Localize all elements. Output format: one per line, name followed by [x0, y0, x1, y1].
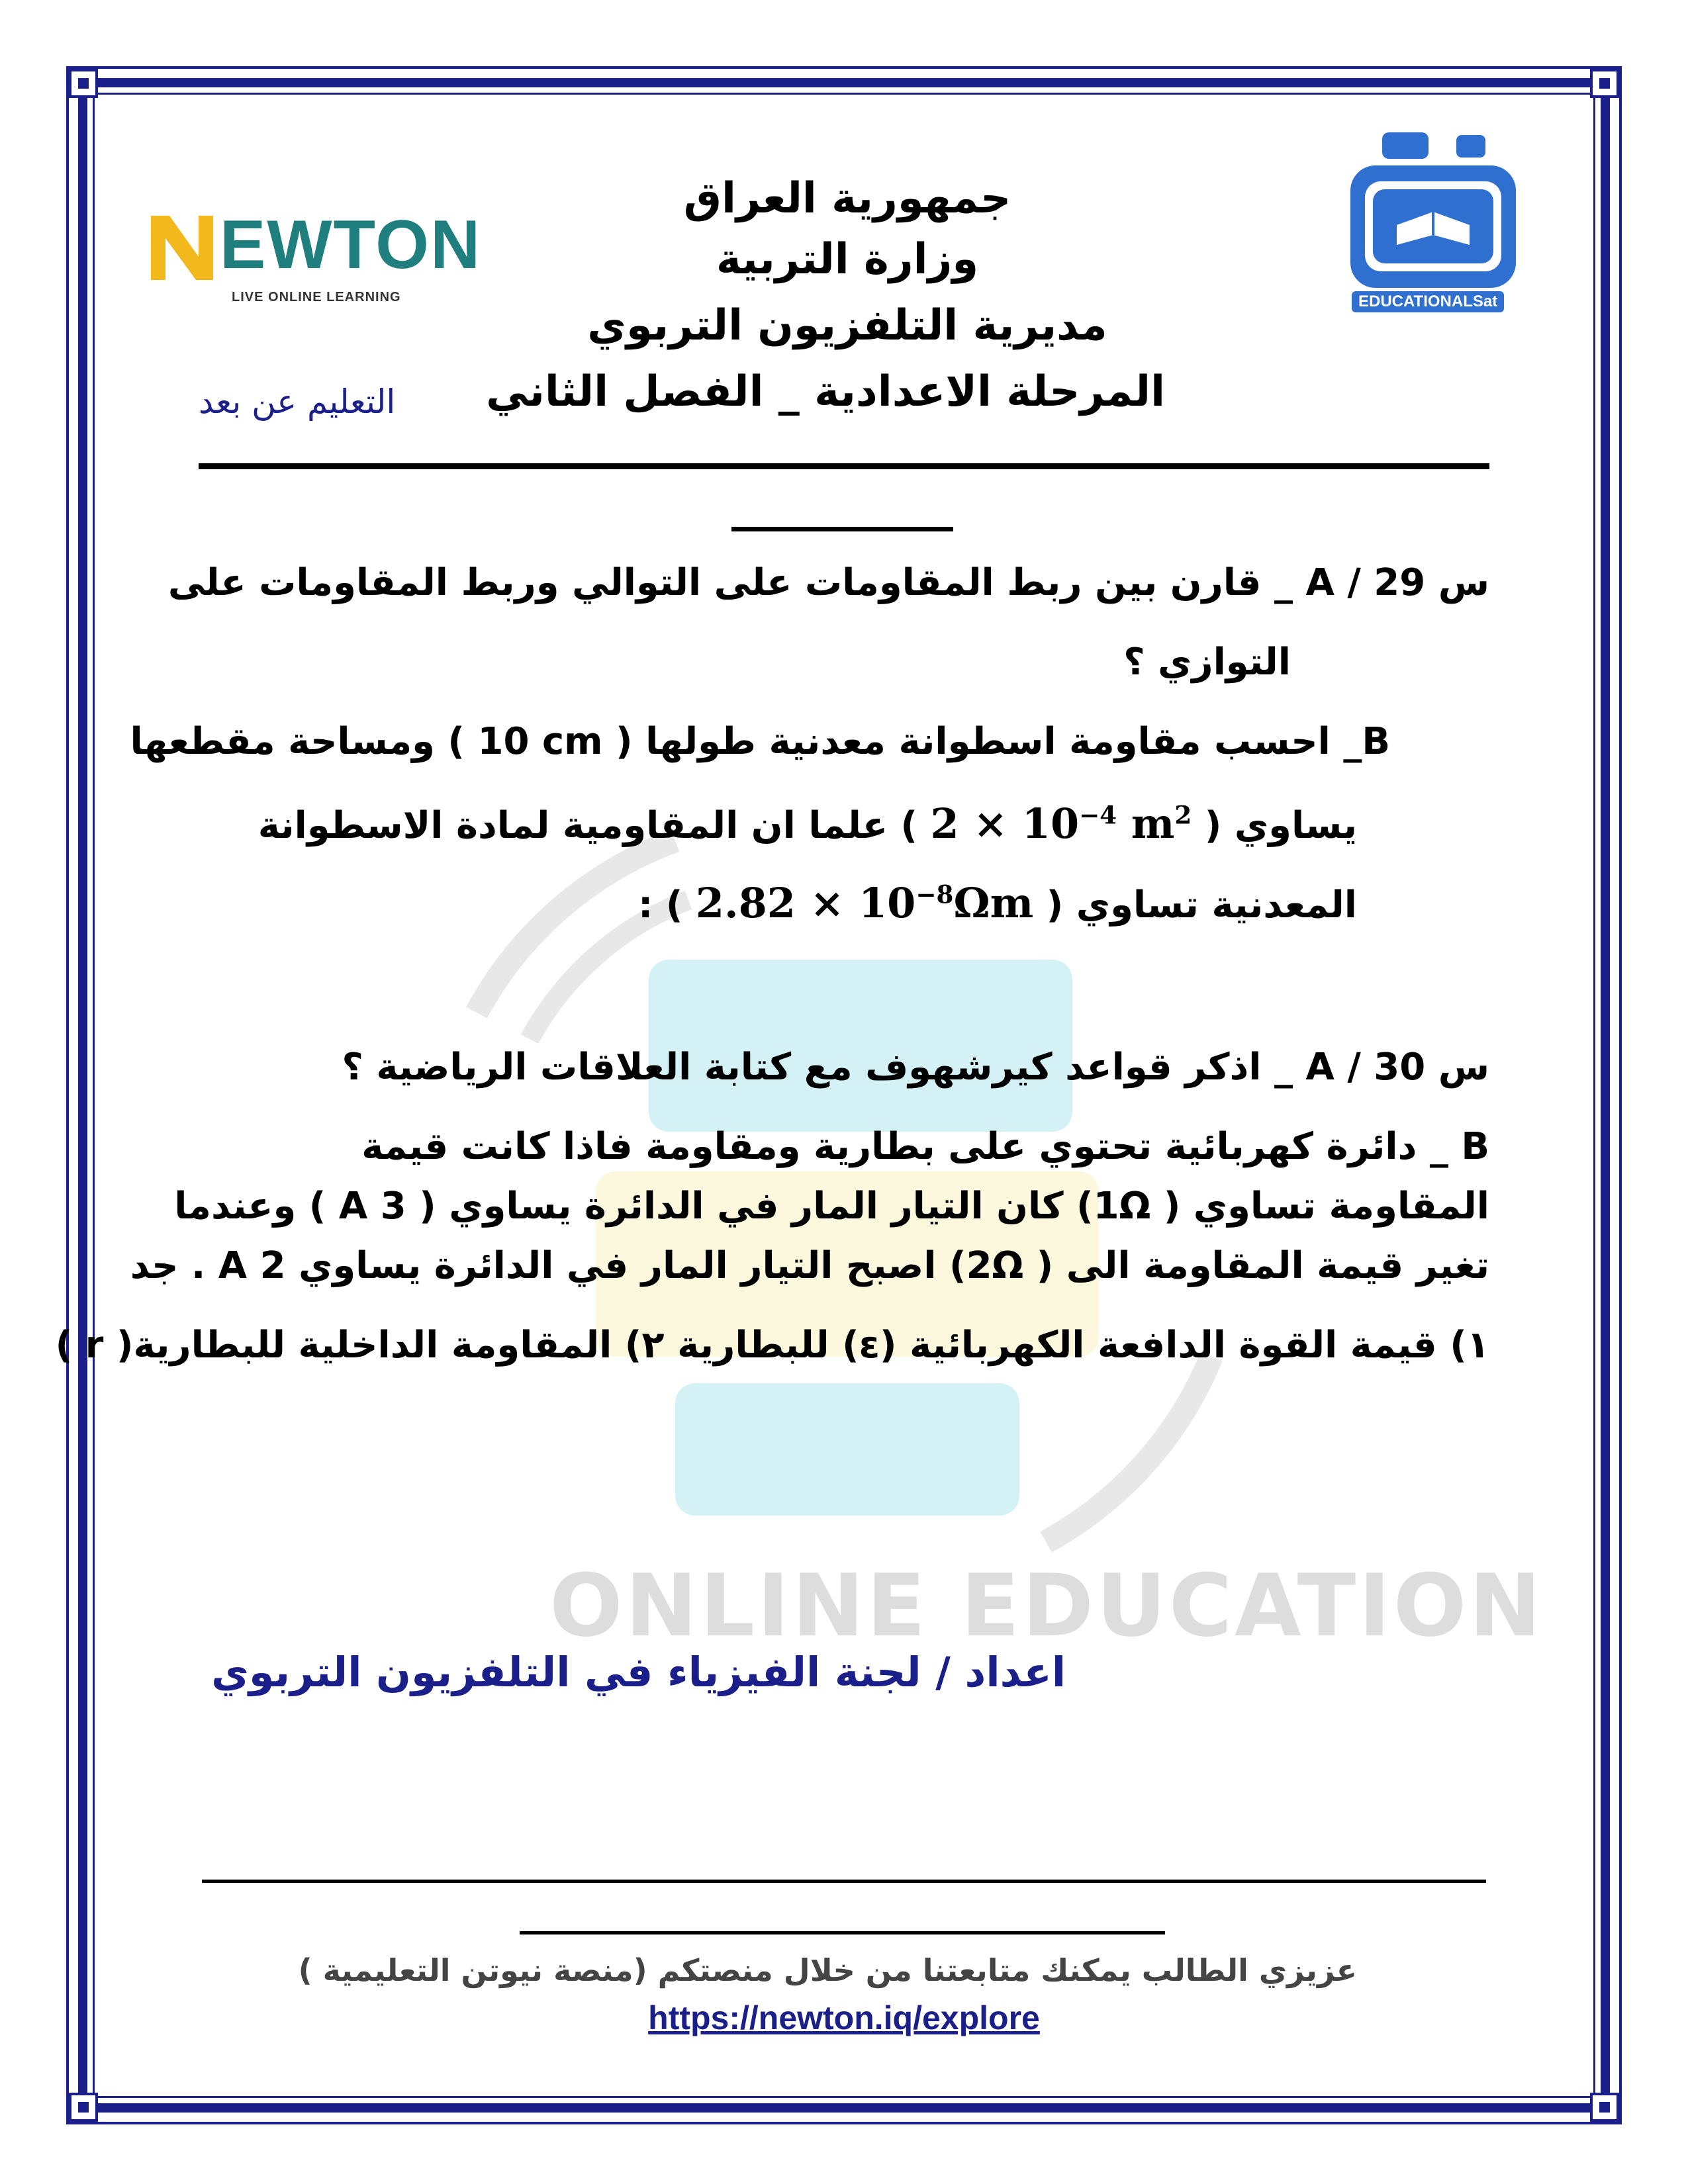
q29-b-area-exp: −4 — [1079, 800, 1117, 830]
footer-note: عزيزي الطالب يمكنك متابعتنا من خلال منصتكم (منصة نيوتن التعليمية ) — [298, 1952, 1357, 1988]
q29-b-text1-pre: احسب مقاومة اسطوانة معدنية طولها ( — [616, 720, 1331, 763]
q30-b-line1: B _ دائرة كهربائية تحتوي على بطارية ومقاومة فاذا كانت قيمة — [361, 1125, 1489, 1168]
footer-link-wrap — [331, 1999, 1357, 2037]
q30-a-label: س 30 / A _ — [1274, 1046, 1489, 1089]
educational-tv-icon — [1344, 126, 1562, 311]
header-divider — [199, 463, 1489, 469]
educational-sat-label: EDUCATIONALSat — [1352, 291, 1504, 312]
q29-b-line3 — [638, 879, 1357, 927]
q29-b-rho — [696, 879, 1033, 927]
newton-wordmark: EWTON — [220, 206, 482, 283]
q29-b-text2-pre: يساوي ( — [1204, 804, 1357, 847]
q30-b-line4: ١) قيمة القوة الدافعة الكهربائية (ε) للبطارية ٢) المقاومة الداخلية للبطارية( r ) — [55, 1324, 1489, 1367]
q29-b-length: 10 cm — [477, 720, 603, 763]
short-divider — [731, 527, 953, 531]
q29-a-cont: التوازي ؟ — [1123, 641, 1291, 684]
footer-divider-short — [520, 1931, 1165, 1934]
q30-a-text: اذكر قواعد كيرشهوف مع كتابة العلاقات الرياضية ؟ — [342, 1046, 1262, 1089]
footer-divider — [202, 1880, 1486, 1883]
q29-b-line1 — [130, 720, 1390, 763]
q29-b-rho-exp: −8 — [915, 880, 954, 909]
q29-b-area-unit-exp: 2 — [1174, 800, 1192, 830]
header-stage: المرحلة الاعدادية _ الفصل الثاني — [486, 367, 1165, 416]
q29-b-text3-pre: المعدنية تساوي ( — [1046, 884, 1357, 927]
header-republic: جمهورية العراق — [683, 174, 1011, 223]
q29-b-text1-post: ) ومساحة مقطعها — [130, 720, 465, 763]
watermark-caption: ONLINE EDUCATION — [549, 1555, 1544, 1656]
q29-b-line2 — [258, 799, 1357, 848]
q30-b-line3: تغير قيمة المقاومة الى ( 2Ω) اصبح التيار المار في الدائرة يساوي 2 A . جد — [130, 1244, 1489, 1287]
q29-b-text3-post: ) : — [637, 884, 683, 927]
q29-a-text: قارن بين ربط المقاومات على التوالي وربط المقاومات على — [167, 561, 1262, 604]
platform-link[interactable]: https://newton.iq/explore — [648, 1999, 1040, 2036]
frame-corner — [69, 2093, 98, 2122]
q29-b-rho-coef: 2.82 × 10 — [695, 879, 916, 927]
newton-logo — [146, 205, 503, 304]
prepared-by: اعداد / لجنة الفيزياء في التلفزيون التربوي — [211, 1648, 1066, 1696]
header-ministry: وزارة التربية — [716, 235, 979, 284]
distance-learning-label: التعليم عن بعد — [199, 383, 396, 421]
frame-corner — [69, 69, 98, 98]
q29-b-rho-unit: Ωm — [953, 879, 1034, 927]
newton-tagline: LIVE ONLINE LEARNING — [232, 290, 401, 304]
frame-corner — [1590, 69, 1619, 98]
q29-b-area-unit: m — [1131, 799, 1175, 848]
q30-a — [342, 1046, 1489, 1089]
q29-b-label: B_ — [1343, 720, 1390, 763]
educational-sat-logo — [1344, 126, 1562, 311]
q29-b-text2-post: ) علما ان المقاومية لمادة الاسطوانة — [258, 804, 918, 847]
q30-b-line2: المقاومة تساوي ( 1Ω) كان التيار المار في الدائرة يساوي ( 3 A ) وعندما — [174, 1185, 1489, 1228]
frame-corner — [1590, 2093, 1619, 2122]
q29-a-label: س 29 / A _ — [1274, 561, 1489, 604]
header-directorate: مديرية التلفزيون التربوي — [587, 301, 1107, 350]
newton-n-icon — [146, 210, 218, 283]
q29-a — [168, 561, 1489, 604]
q29-b-area-coef: 2 × 10 — [930, 799, 1080, 848]
q29-b-area — [931, 799, 1192, 848]
